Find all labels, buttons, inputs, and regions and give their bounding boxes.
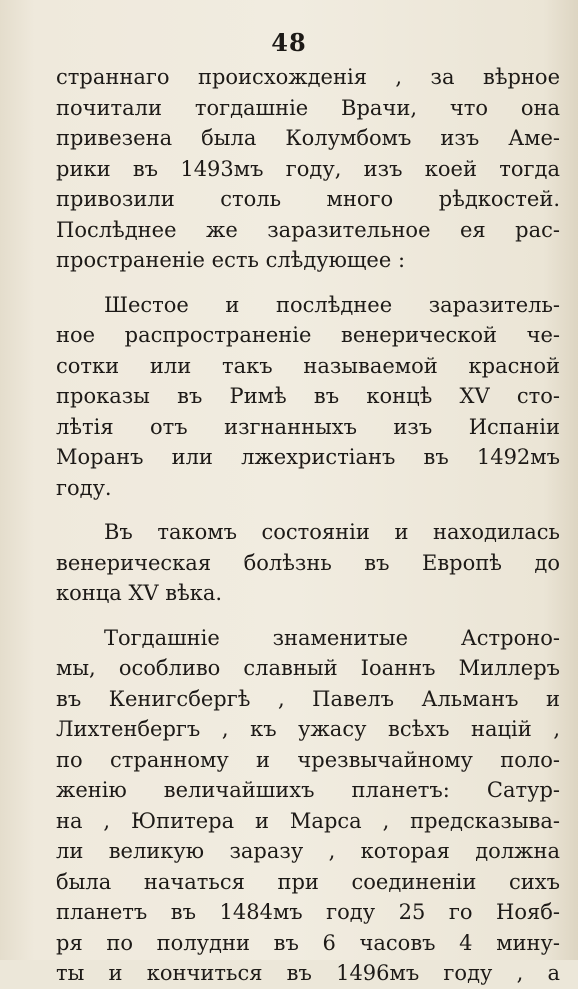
text-line: сотки или такъ называемой красной	[56, 353, 560, 378]
paragraph-1	[56, 62, 560, 276]
text-line: почитали тогдашніе Врачи, что она	[56, 95, 560, 120]
text-line: привозили столь много рѣдкостей.	[56, 187, 560, 211]
text-line: рики въ 1493мъ году, изъ коей тогда	[56, 156, 560, 181]
text-line: венерическая болѣзнь въ Европѣ до	[56, 550, 560, 575]
text-line: мы, особливо славный Іоаннъ Миллеръ	[56, 656, 560, 680]
text-line: женію величайшихъ планетъ: Сатур-	[56, 778, 560, 802]
text-line: привезена была Колумбомъ изъ Аме-	[56, 126, 560, 150]
page-number: 48	[271, 28, 307, 57]
paragraph-2	[56, 290, 560, 504]
text-line: была начаться при соединеніи сихъ	[56, 869, 560, 894]
text-line: въ Кенигсбергѣ , Павелъ Альманъ и	[56, 686, 560, 711]
paragraph-4	[56, 623, 560, 989]
text-line: году.	[56, 475, 112, 500]
text-line: конца XV вѣка.	[56, 581, 223, 605]
text-line: Лихтенбергъ , къ ужасу всѣхъ націй ,	[56, 717, 560, 741]
text-line: проказы въ Римѣ въ концѣ XV сто-	[56, 384, 560, 408]
text-line: Шестое и послѣднее заразитель-	[104, 292, 560, 317]
page-body	[56, 62, 560, 989]
text-line: пространеніе есть слѣдующее :	[56, 248, 406, 272]
text-line: ря по полудни въ 6 часовъ 4 мину-	[56, 930, 560, 955]
text-line: Послѣднее же заразительное ея рас-	[56, 217, 560, 242]
paragraph-3	[56, 517, 560, 609]
text-line: ли великую заразу , которая должна	[56, 839, 560, 863]
text-line: Въ такомъ состояніи и находилась	[104, 520, 560, 544]
text-line: страннаго происхожденія , за вѣрное	[56, 65, 560, 89]
text-line: ты и кончиться въ 1496мъ году , а	[56, 961, 560, 985]
text-line: на , Юпитера и Марса , предсказыва-	[56, 808, 560, 833]
text-line: Моранъ или лжехристіанъ въ 1492мъ	[56, 445, 560, 469]
text-line: по странному и чрезвычайному поло-	[56, 747, 560, 772]
text-line: Тогдашніе знаменитые Астроно-	[104, 625, 560, 650]
text-line: планетъ въ 1484мъ году 25 го Нояб-	[56, 900, 560, 924]
text-line: лѣтія отъ изгнанныхъ изъ Испаніи	[56, 414, 560, 439]
text-line: ное распространеніе венерической че-	[56, 323, 560, 347]
